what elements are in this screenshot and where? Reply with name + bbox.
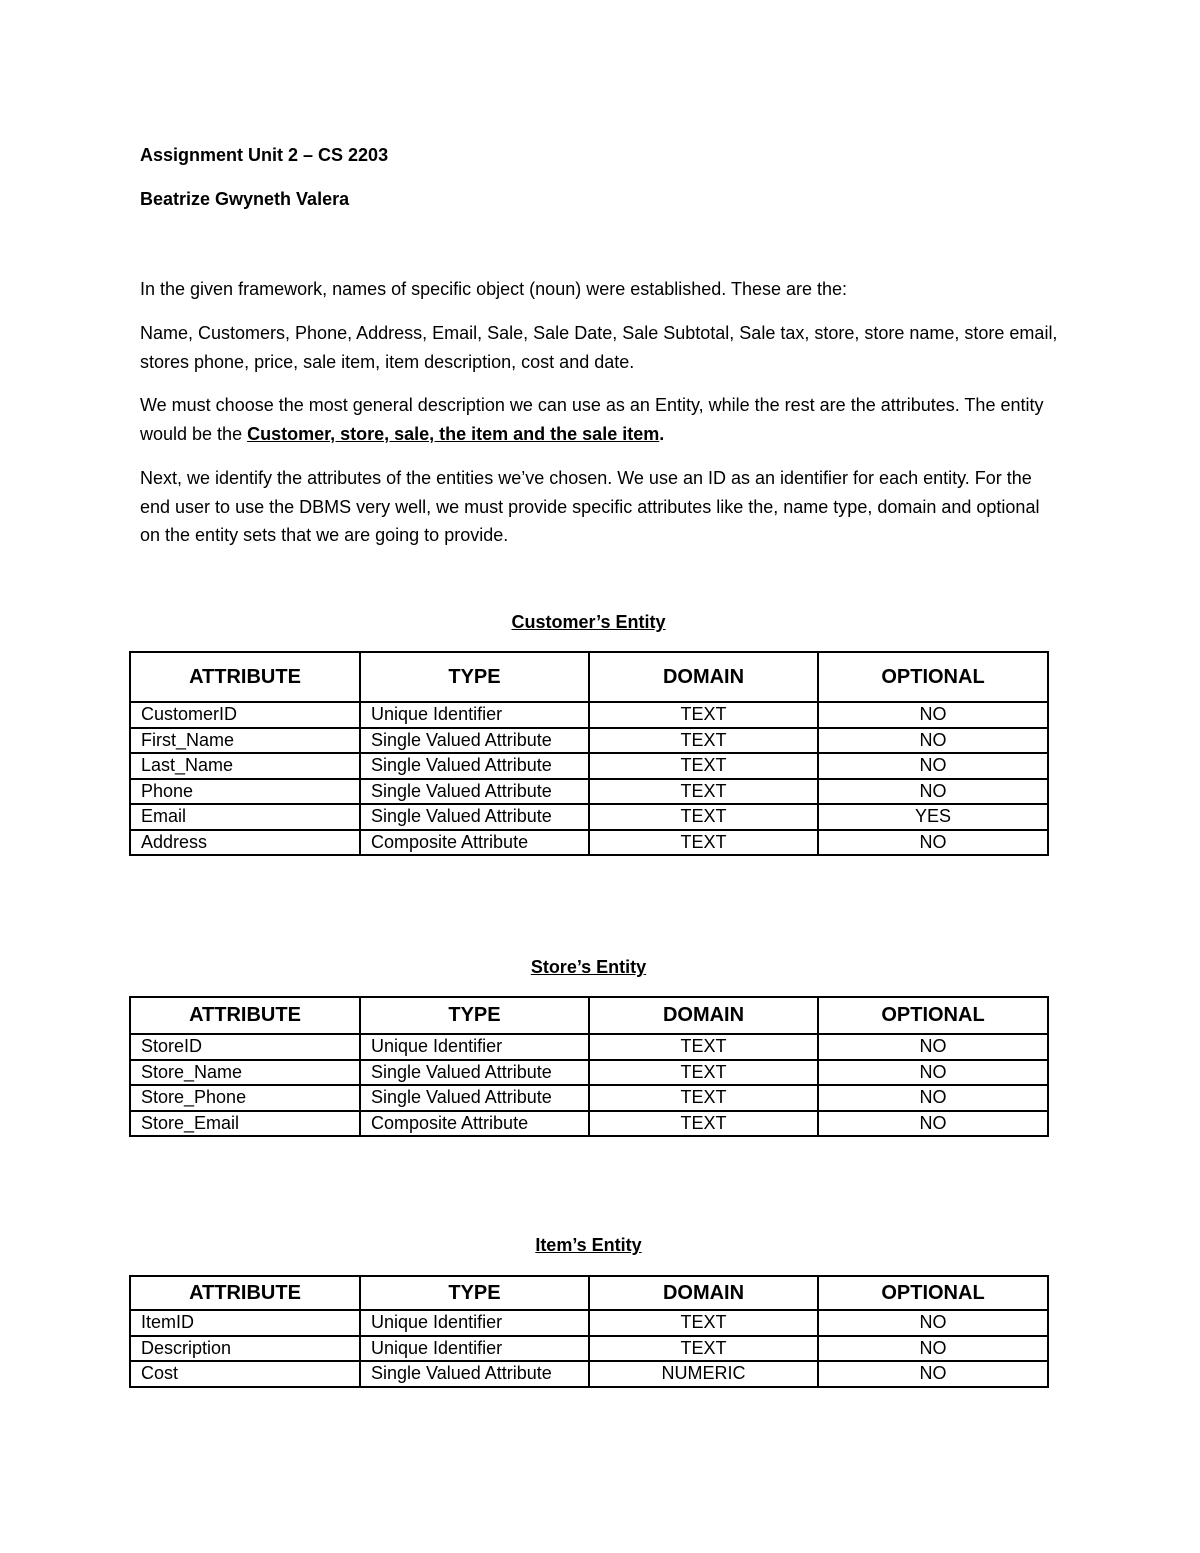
table-cell: Single Valued Attribute [360, 1361, 589, 1387]
table-cell: Unique Identifier [360, 1336, 589, 1362]
table-cell: NO [818, 1060, 1048, 1086]
document-title: Assignment Unit 2 – CS 2203 [140, 145, 389, 165]
table-cell: StoreID [130, 1034, 360, 1060]
column-header: DOMAIN [589, 652, 818, 702]
table-cell: Single Valued Attribute [360, 804, 589, 830]
column-header: TYPE [360, 997, 589, 1034]
table-cell: Store_Name [130, 1060, 360, 1086]
paragraph-attributes: Next, we identify the attributes of the entities we’ve chosen. We use an ID as an identifier for each entity. For the end user to use the DBMS very well, we must provide specific attributes like the, name type, domain and optional on the entity sets that we are going to provide. [140, 468, 1040, 545]
table-cell: Store_Phone [130, 1085, 360, 1111]
table-cell: Phone [130, 779, 360, 805]
table-row [130, 753, 1048, 779]
table-cell: Store_Email [130, 1111, 360, 1137]
table-cell: Unique Identifier [360, 1310, 589, 1336]
entity-list-emphasis: Customer, store, sale, the item and the sale item [247, 423, 660, 444]
paragraph-entity-choice-text: We must choose the most general description we can use as an Entity, while the rest are the attributes. The entity would be the [140, 395, 1044, 444]
table-cell: Single Valued Attribute [360, 1060, 589, 1086]
table-cell: Composite Attribute [360, 830, 589, 856]
table-cell: Composite Attribute [360, 1111, 589, 1137]
table-cell: TEXT [589, 804, 818, 830]
table-cell: TEXT [589, 753, 818, 779]
table-row [130, 702, 1048, 728]
table-row [130, 1310, 1048, 1336]
column-header: ATTRIBUTE [130, 1276, 360, 1310]
column-header: ATTRIBUTE [130, 997, 360, 1034]
table-row [130, 1085, 1048, 1111]
paragraph-noun-list: Name, Customers, Phone, Address, Email, Sale, Sale Date, Sale Subtotal, Sale tax, store, store name, store email, stores phone, price, sale item, item description, cost and date. [140, 323, 1058, 372]
table-cell: NO [818, 830, 1048, 856]
table-cell: TEXT [589, 1336, 818, 1362]
item-entity-table [129, 1275, 1049, 1388]
table-cell: NO [818, 1361, 1048, 1387]
table-cell: TEXT [589, 830, 818, 856]
table-cell: Last_Name [130, 753, 360, 779]
table-header-row [130, 997, 1048, 1034]
table-cell: NO [818, 1111, 1048, 1137]
table-cell: CustomerID [130, 702, 360, 728]
table-cell: Cost [130, 1361, 360, 1387]
table-cell: Unique Identifier [360, 1034, 589, 1060]
table-header-row [130, 1276, 1048, 1310]
table-row [130, 728, 1048, 754]
table-row [130, 1060, 1048, 1086]
table-cell: TEXT [589, 702, 818, 728]
table-cell: NO [818, 1336, 1048, 1362]
table-cell: NO [818, 1034, 1048, 1060]
table-header-row [130, 652, 1048, 702]
table-cell: NO [818, 728, 1048, 754]
column-header: DOMAIN [589, 997, 818, 1034]
table-row [130, 1111, 1048, 1137]
table-cell: NUMERIC [589, 1361, 818, 1387]
table-cell: Single Valued Attribute [360, 1085, 589, 1111]
column-header: OPTIONAL [818, 997, 1048, 1034]
column-header: TYPE [360, 652, 589, 702]
table-cell: TEXT [589, 1310, 818, 1336]
table-cell: Unique Identifier [360, 702, 589, 728]
table-row [130, 1336, 1048, 1362]
table-cell: NO [818, 1310, 1048, 1336]
table-cell: TEXT [589, 1111, 818, 1137]
store-table-caption: Store’s Entity [530, 957, 647, 977]
table-cell: Single Valued Attribute [360, 779, 589, 805]
table-cell: TEXT [589, 1034, 818, 1060]
table-cell: Address [130, 830, 360, 856]
table-cell: NO [818, 753, 1048, 779]
table-cell: Single Valued Attribute [360, 728, 589, 754]
store-entity-table [129, 996, 1049, 1137]
table-cell: Single Valued Attribute [360, 753, 589, 779]
table-cell: Description [130, 1336, 360, 1362]
table-row [130, 779, 1048, 805]
table-row [130, 1361, 1048, 1387]
column-header: OPTIONAL [818, 652, 1048, 702]
column-header: DOMAIN [589, 1276, 818, 1310]
column-header: ATTRIBUTE [130, 652, 360, 702]
author-name: Beatrize Gwyneth Valera [140, 189, 350, 209]
paragraph-entity-choice-end: . [659, 423, 665, 444]
table-cell: TEXT [589, 728, 818, 754]
table-cell: TEXT [589, 1085, 818, 1111]
customer-table-caption: Customer’s Entity [511, 612, 666, 632]
item-table-caption: Item’s Entity [535, 1235, 642, 1255]
table-cell: TEXT [589, 1060, 818, 1086]
table-cell: Email [130, 804, 360, 830]
table-row [130, 1034, 1048, 1060]
table-row [130, 830, 1048, 856]
column-header: OPTIONAL [818, 1276, 1048, 1310]
table-cell: ItemID [130, 1310, 360, 1336]
paragraph-entity-choice [140, 391, 1060, 448]
customer-entity-table [129, 651, 1049, 856]
table-cell: NO [818, 779, 1048, 805]
paragraph-intro: In the given framework, names of specific object (noun) were established. These are the: [140, 279, 848, 299]
table-row [130, 804, 1048, 830]
table-cell: TEXT [589, 779, 818, 805]
table-cell: YES [818, 804, 1048, 830]
table-cell: NO [818, 1085, 1048, 1111]
table-cell: First_Name [130, 728, 360, 754]
table-cell: NO [818, 702, 1048, 728]
column-header: TYPE [360, 1276, 589, 1310]
